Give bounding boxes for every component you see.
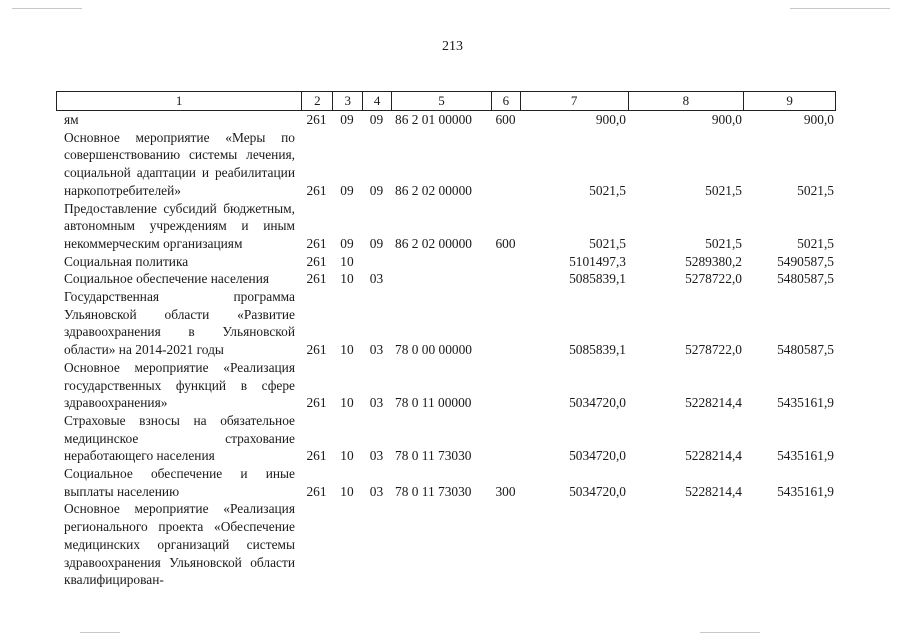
table-row — [56, 359, 836, 412]
row-csr: 78 0 11 73030 — [395, 483, 472, 499]
table-row — [56, 412, 836, 465]
row-rz: 10 — [340, 448, 354, 464]
row-ved: 261 — [306, 235, 327, 251]
row-rz: 09 — [340, 235, 354, 251]
table-row — [56, 200, 836, 253]
row-value-2019: 5021,5 — [589, 235, 626, 251]
row-value-2021: 5435161,9 — [777, 395, 834, 411]
row-ved: 261 — [306, 448, 327, 464]
row-ved: 261 — [306, 112, 327, 127]
row-pr: 03 — [369, 395, 384, 411]
row-name: ям — [64, 112, 79, 127]
table-row — [56, 465, 836, 500]
row-value-2019: 900,0 — [595, 112, 626, 127]
row-value-2020: 5289380,2 — [685, 253, 742, 269]
row-vr: 600 — [495, 235, 516, 251]
header-col-8: 8 — [628, 92, 744, 110]
row-ved: 261 — [306, 253, 327, 269]
row-csr: 86 2 02 00000 — [395, 182, 472, 198]
row-name: Основное мероприятие «Реализация регионального проекта «Обеспечение медицинских организаций системы здравоохранения Ульяновской области квалифицирован- — [64, 501, 295, 588]
row-rz: 10 — [340, 271, 354, 287]
row-csr: 86 2 01 00000 — [395, 112, 472, 127]
row-rz: 10 — [340, 395, 354, 411]
row-ved: 261 — [306, 271, 327, 287]
row-value-2020: 5021,5 — [705, 235, 742, 251]
table-row — [56, 129, 836, 200]
row-value-2019: 5101497,3 — [569, 253, 626, 269]
row-value-2019: 5034720,0 — [569, 395, 626, 411]
row-pr: 09 — [369, 235, 384, 251]
row-pr: 03 — [369, 342, 384, 358]
table-row — [56, 253, 836, 271]
row-value-2021: 5490587,5 — [777, 253, 834, 269]
page-number: 213 — [442, 39, 463, 54]
header-col-6: 6 — [491, 92, 520, 110]
table-row — [56, 288, 836, 359]
row-pr: 09 — [369, 112, 384, 127]
header-col-5: 5 — [391, 92, 491, 110]
row-csr: 78 0 11 00000 — [395, 395, 472, 411]
row-ved: 261 — [306, 483, 327, 499]
row-csr: 78 0 11 73030 — [395, 448, 472, 464]
row-rz: 09 — [340, 112, 354, 127]
row-value-2020: 5228214,4 — [685, 395, 742, 411]
row-value-2021: 5435161,9 — [777, 483, 834, 499]
row-value-2021: 5480587,5 — [777, 342, 834, 358]
header-col-3: 3 — [332, 92, 362, 110]
row-ved: 261 — [306, 395, 327, 411]
row-pr: 03 — [369, 483, 384, 499]
row-vr: 300 — [495, 483, 516, 499]
row-name: Предоставление субсидий бюджетным, автономным учреждениям и иным некоммерческим организациям — [64, 200, 295, 251]
row-ved: 261 — [306, 182, 327, 198]
row-value-2021: 5480587,5 — [777, 271, 834, 287]
header-col-1: 1 — [175, 93, 183, 108]
header-col-2: 2 — [301, 92, 332, 110]
row-rz: 10 — [340, 342, 354, 358]
row-value-2020: 5228214,4 — [685, 483, 742, 499]
row-value-2019: 5085839,1 — [569, 271, 626, 287]
table-body — [56, 111, 836, 589]
row-value-2021: 5021,5 — [797, 235, 834, 251]
row-value-2020: 5278722,0 — [685, 342, 742, 358]
row-pr: 09 — [369, 182, 384, 198]
row-value-2019: 5085839,1 — [569, 342, 626, 358]
row-value-2019: 5034720,0 — [569, 448, 626, 464]
row-rz: 10 — [340, 253, 354, 269]
row-name: Государственная программа Ульяновской области «Развитие здравоохранения в Ульяновской области» на 2014-2021 годы — [64, 289, 295, 358]
row-value-2020: 5021,5 — [705, 182, 742, 198]
row-value-2019: 5034720,0 — [569, 483, 626, 499]
row-name: Основное мероприятие «Реализация государственных функций в сфере здравоохранения» — [64, 359, 295, 411]
row-name: Основное мероприятие «Меры по совершенствованию системы лечения, социальной адаптации и реабилитации наркопотребителей» — [64, 129, 295, 198]
header-col-4: 4 — [362, 92, 391, 110]
row-value-2020: 900,0 — [711, 112, 742, 127]
row-name: Социальное обеспечение населения — [64, 271, 270, 287]
table-row — [56, 111, 836, 129]
header-col-9: 9 — [743, 92, 835, 110]
row-vr: 600 — [495, 112, 516, 127]
row-ved: 261 — [306, 342, 327, 358]
row-pr: 03 — [369, 448, 384, 464]
table-row — [56, 500, 836, 589]
row-value-2019: 5021,5 — [589, 182, 626, 198]
row-value-2020: 5228214,4 — [685, 448, 742, 464]
row-value-2021: 5021,5 — [797, 182, 834, 198]
row-name: Социальная политика — [64, 253, 189, 269]
row-value-2021: 5435161,9 — [777, 448, 834, 464]
row-csr: 78 0 00 00000 — [395, 342, 472, 358]
row-name: Страховые взносы на обязательное медицинское страхование неработающего населения — [64, 412, 295, 464]
header-col-7: 7 — [520, 92, 628, 110]
row-rz: 10 — [340, 483, 354, 499]
row-value-2021: 900,0 — [803, 112, 834, 127]
row-rz: 09 — [340, 182, 354, 198]
row-pr: 03 — [369, 271, 384, 287]
table-row — [56, 270, 836, 288]
row-name: Социальное обеспечение и иные выплаты населению — [64, 466, 295, 499]
row-csr: 86 2 02 00000 — [395, 235, 472, 251]
table-header — [56, 91, 836, 111]
row-value-2020: 5278722,0 — [685, 271, 742, 287]
